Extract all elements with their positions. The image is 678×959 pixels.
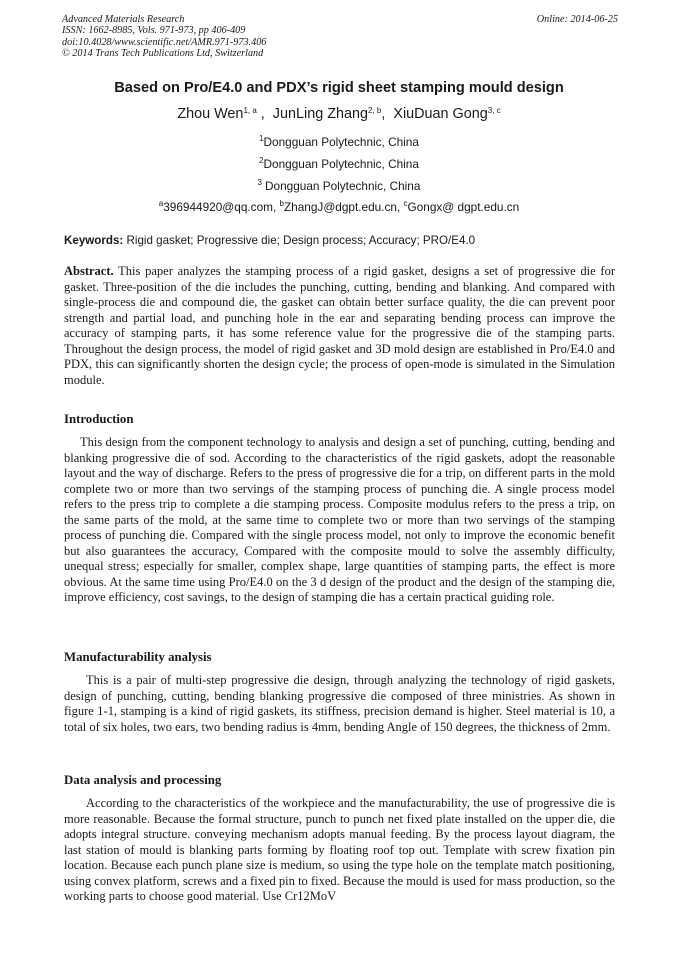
section-heading-data-analysis: Data analysis and processing	[64, 773, 222, 787]
online-date: Online: 2014-06-25	[536, 14, 618, 25]
author-name: XiuDuan Gong	[393, 106, 488, 122]
email-superscript: c	[403, 199, 408, 208]
affiliation-number: 2	[259, 156, 264, 165]
section-heading-manufacturability: Manufacturability analysis	[64, 650, 212, 664]
affiliation-text: Dongguan Polytechnic, China	[263, 135, 419, 149]
affiliation-text: Dongguan Polytechnic, China	[265, 179, 421, 193]
author-separator: ,	[256, 106, 269, 122]
email-line	[0, 199, 678, 214]
keywords-line	[64, 234, 616, 247]
affiliation-3	[0, 178, 678, 193]
affiliation-text: Dongguan Polytechnic, China	[263, 157, 419, 171]
journal-name: Advanced Materials Research	[62, 14, 185, 25]
email-address[interactable]: Gongx@ dgpt.edu.cn	[407, 200, 520, 214]
author-line	[0, 106, 678, 122]
abstract-text: This paper analyzes the stamping process of a rigid gasket, designs a set of progressive die for gasket. Three-position of the die includes the punching, cutting, bending and blanking. And compared with single-process die and compound die, the gasket can obtain better surface quality, the die can prevent poor strength and partial load, and punching hole in the ear and separating bending process can improve the accuracy of stamping parts, it has some reference value for the progressive die of the stamping parts. Throughout the design process, the model of rigid gasket and 3D mold design are established in Pro/E4.0 and PDX, this can significantly shorten the design cycle; the process of open-mode is simulated in the Simulation module.	[64, 264, 615, 387]
email-superscript: a	[158, 199, 164, 208]
data-analysis-body	[64, 796, 615, 905]
author-name: Zhou Wen	[177, 106, 244, 122]
paragraph: This design from the component technology to analysis and design a set of punching, cutting, bending and blanking progressive die of sod. According to the characteristics of the rigid gaskets, adopt the reasonable layout and the way of discharge. Refers to the press of progressive die for a trip, on different parts in the mold complete two or more than two servings of the stamping process of punching die. A single process model refers to the press trip to complete a die stamping process. Composite modulus refers to the press a trip, on the same parts of the mold, at the same time to complete two or more than two servings of the stamping process of punching die. Compared with the single process model, not only to improve the economic benefit but also guarantees the accuracy, Compared with the composite mould to solve the assembly difficulty, unequal stress; especially for smaller, complex shape, large quantities of stamping parts, the effect is more obvious. At the same time using Pro/E4.0 on the 3 d design of the product and the design of the stamping die, improve efficiency, cost savings, to the design of stamping die has a certain practical guiding role.	[64, 435, 615, 604]
paragraph: This is a pair of multi-step progressive die design, through analyzing the technology of rigid gaskets, design of punching, cutting, bending blanking progressive die composed of three ministries. As shown in figure 1-1, stamping is a kind of rigid gaskets, its stiffness, precision demand is higher. Steel material is 10, a total of six holes, two ears, two bending radius is 4mm, bending Angle of 150 degrees, the thickness of 2mm.	[64, 673, 615, 734]
paragraph: According to the characteristics of the workpiece and the manufacturability, the use of progressive die is more reasonable. Because the formal structure, punch to punch net fixed plate installed on the upper die, die adopts integral structure. conveying mechanism adopts manual feeding. By the process layout diagram, the last station of mould is blanking parts forming by floating roof top out. Template with screw fixation pin location. Because each punch plane size is medium, so using the type hole on the template match positioning, using convex platform, screws and a fixed pin to fixed. Because the mould is used for mass production, so the working parts to choose good material. Use Cr12MoV	[64, 796, 615, 903]
affiliation-2	[0, 156, 678, 171]
abstract-label: Abstract.	[64, 264, 114, 278]
author-superscript: 1, a	[243, 106, 257, 115]
affiliation-number: 1	[259, 134, 264, 143]
abstract	[64, 264, 615, 388]
keywords-text: Rigid gasket; Progressive die; Design process; Accuracy; PRO/E4.0	[123, 234, 476, 247]
manufacturability-body	[64, 673, 615, 735]
paper-title: Based on Pro/E4.0 and PDX’s rigid sheet stamping mould design	[114, 80, 564, 96]
doi-line: doi:10.4028/www.scientific.net/AMR.971-973.406	[62, 36, 267, 48]
section-heading-introduction: Introduction	[64, 412, 134, 426]
issn-line: ISSN: 1662-8985, Vols. 971-973, pp 406-409	[62, 25, 246, 37]
keywords-label: Keywords:	[64, 234, 124, 247]
journal-header	[62, 14, 618, 60]
affiliation-number: 3	[257, 178, 262, 187]
affiliation-1	[0, 134, 678, 149]
copyright-line: © 2014 Trans Tech Publications Ltd, Switzerland	[62, 48, 264, 60]
author-superscript: 2, b	[368, 106, 382, 115]
introduction-body	[64, 435, 615, 606]
email-address[interactable]: ZhangJ@dgpt.edu.cn,	[283, 200, 404, 214]
author-name: JunLing Zhang	[272, 106, 369, 122]
email-address[interactable]: 396944920@qq.com,	[163, 200, 280, 214]
author-superscript: 3, c	[487, 106, 501, 115]
author-separator: ,	[381, 106, 390, 122]
email-superscript: b	[279, 199, 284, 208]
